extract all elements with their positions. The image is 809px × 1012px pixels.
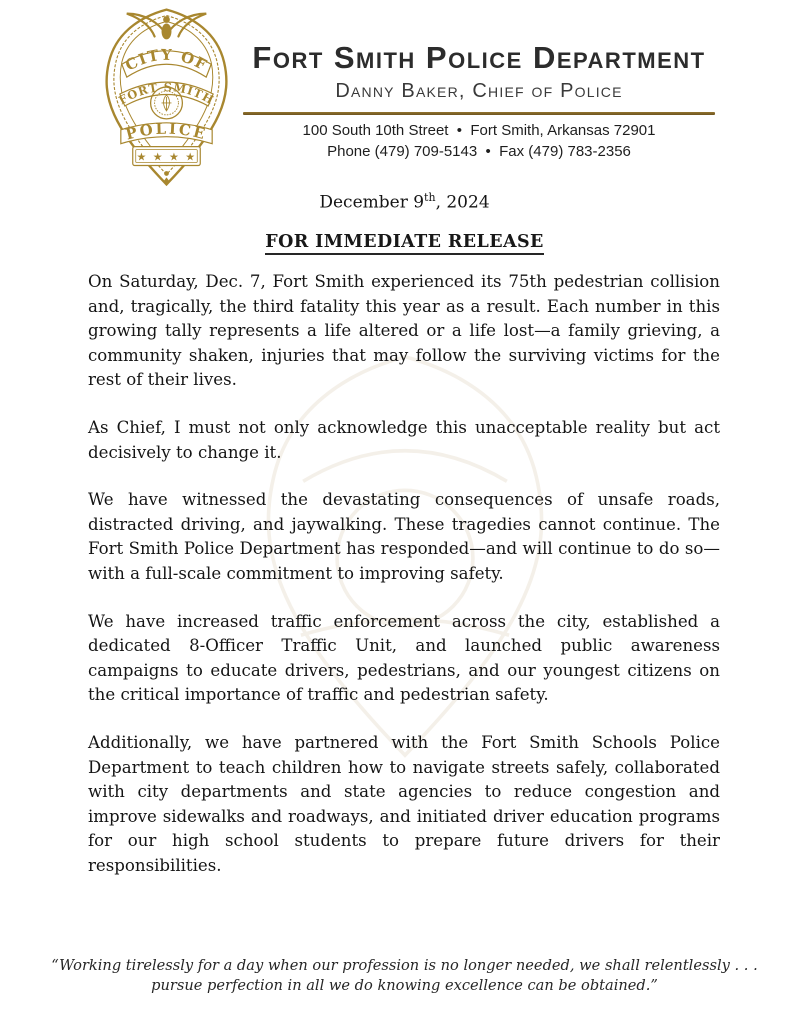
footer-motto [0,956,809,996]
letter-body [88,270,720,901]
paragraph-5: Additionally, we have partnered with the Fort Smith Schools Police Department to teach children how to navigate streets safely, collaborated with city departments and state agencies to reduce congestion and improve sidewalks and roadways, and initiated driver education programs for our high school students to prepare future drivers for their responsibilities. [88,732,720,875]
motto-line-2: pursue perfection in all we do knowing excellence can be obtained.” [151,977,658,994]
date-line [0,191,809,213]
motto-line-1: “Working tirelessly for a day when our profession is no longer needed, we shall relentlessly . . . [51,957,758,974]
chief-name-line: Danny Baker, Chief of Police [335,79,623,102]
badge-banner-fort-smith: FORT SMITH [116,79,217,108]
badge-banner-police: POLICE [123,119,210,144]
date-ordinal: th [424,191,436,204]
date-suffix: , 2024 [435,192,490,213]
badge-banner-city-of: CITY OF [122,45,211,75]
paragraph-1: On Saturday, Dec. 7, Fort Smith experienced its 75th pedestrian collision and, tragically, the third fatality this year as a result. Each number in this growing tally represents a life altered or a life lost—a family grieving, a community shaken, injuries that may follow the surviving victims for the rest of their lives. [88,272,720,390]
phone-fax-line: Phone (479) 709-5143 • Fax (479) 783-2356 [327,142,631,160]
address-line: 100 South 10th Street • Fort Smith, Arkansas 72901 [302,121,656,139]
paragraph-3: We have witnessed the devastating consequences of unsafe roads, distracted driving, and jaywalking. These tragedies cannot continue. The Fort Smith Police Department has responded—and will continue to do so—with a full-scale commitment to improving safety. [88,490,720,583]
department-title: Fort Smith Police Department [252,40,706,75]
gold-divider-rule [243,112,715,115]
letterhead-text [243,42,715,160]
paragraph-4: We have increased traffic enforcement across the city, established a dedicated 8-Officer Traffic Unit, and launched public awareness campaigns to educate drivers, pedestrians, and our youngest citizens on the critical importance of traffic and pedestrian safety. [88,611,720,705]
date-prefix: December 9 [319,192,425,213]
release-heading [0,232,809,255]
release-heading-text: FOR IMMEDIATE RELEASE [265,232,544,255]
badge-stars: ★ ★ ★ ★ [136,150,197,164]
police-badge-icon [97,6,236,188]
paragraph-2: As Chief, I must not only acknowledge this unacceptable reality but act decisively to change it. [88,417,720,462]
badge-eagle-icon [127,14,206,40]
